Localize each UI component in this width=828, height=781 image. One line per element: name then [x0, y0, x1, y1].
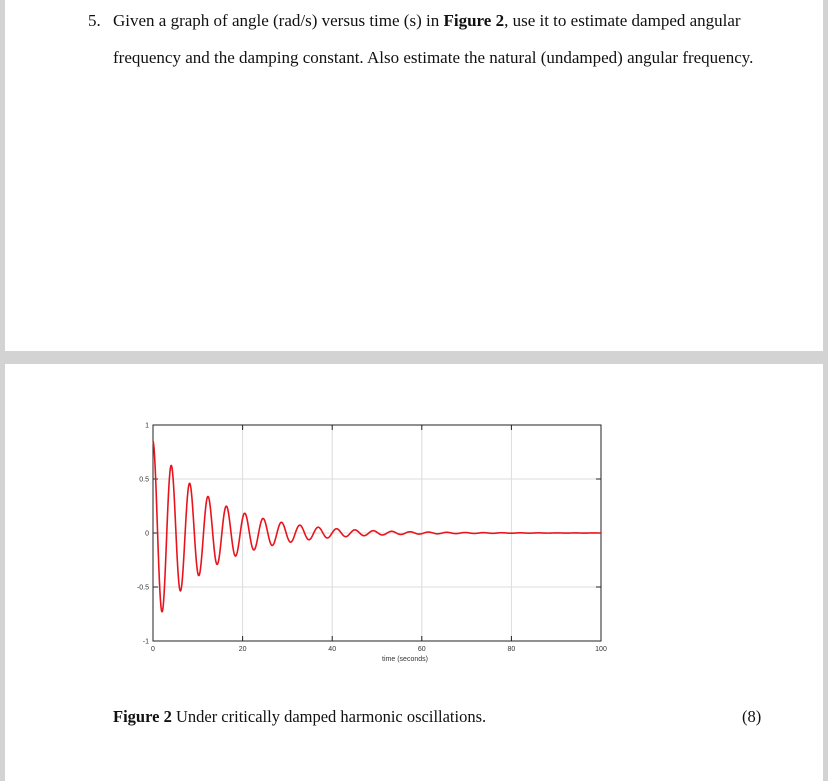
figure-reference: Figure 2 — [443, 11, 505, 30]
x-axis-label: time (seconds) — [382, 656, 428, 663]
series-layer — [153, 441, 601, 612]
series-line-angle — [153, 441, 601, 612]
figure-caption — [113, 707, 486, 727]
x-tick-label: 0 — [151, 646, 155, 653]
question-number: 5. — [88, 11, 101, 30]
x-tick-label: 20 — [238, 646, 247, 653]
y-tick-label: 0 — [145, 530, 149, 538]
question-line-2: frequency and the damping constant. Also estimate the natural (undamped) angular frequency. — [113, 48, 754, 67]
x-tick-label: 60 — [417, 646, 426, 653]
page-1 — [5, 0, 823, 351]
marks: (8) — [742, 707, 762, 726]
question-line-1 — [88, 11, 741, 31]
axis-ticks — [137, 423, 607, 654]
y-tick-label: -1 — [142, 638, 149, 646]
y-tick-label: -0.5 — [136, 584, 149, 592]
page-2 — [5, 364, 823, 781]
y-tick-label: 0.5 — [139, 476, 149, 484]
y-tick-label: 1 — [145, 422, 149, 430]
x-tick-label: 100 — [595, 646, 607, 653]
x-tick-label: 40 — [328, 646, 337, 653]
question-text-post: , use it to estimate damped angular — [504, 11, 741, 30]
damped-oscillation-chart — [5, 364, 823, 704]
question-text-pre: Given a graph of angle (rad/s) versus time (s) in — [113, 11, 444, 30]
figure-caption-label: Figure 2 — [113, 707, 172, 726]
x-tick-label: 80 — [507, 646, 516, 653]
figure-caption-text: Under critically damped harmonic oscillations. — [171, 707, 487, 726]
